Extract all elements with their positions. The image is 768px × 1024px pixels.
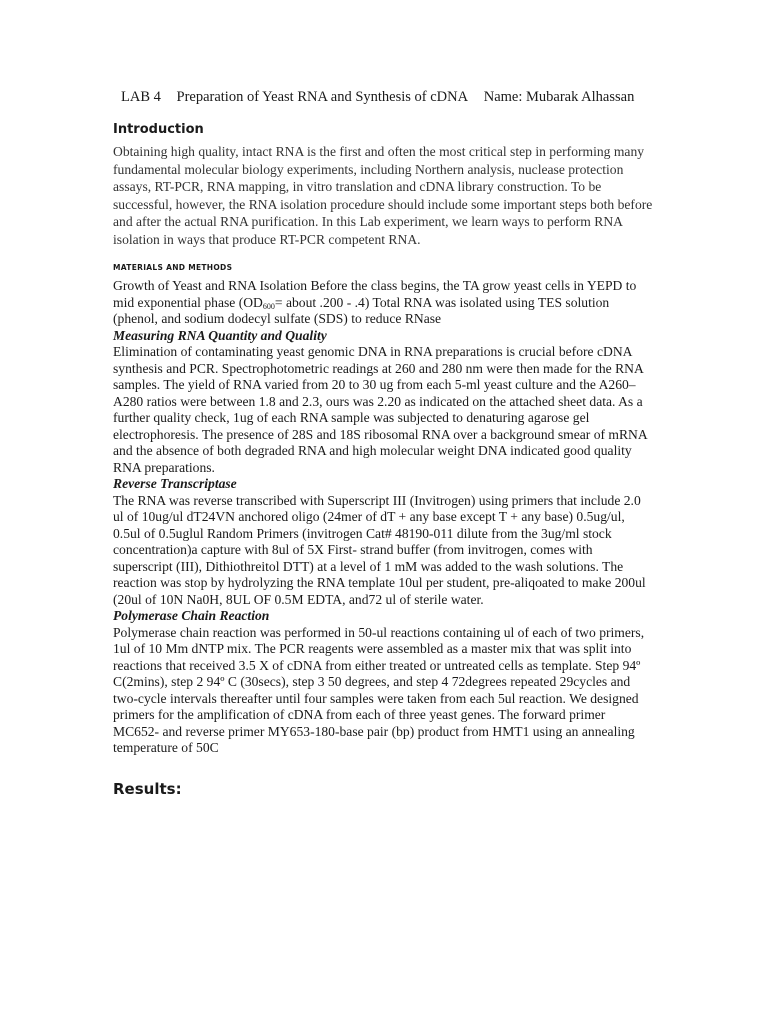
introduction-heading: Introduction [113, 122, 204, 137]
results-heading: Results: [113, 779, 182, 798]
materials-methods-heading: MATERIALS AND METHODS [113, 263, 233, 272]
document-page [113, 88, 653, 799]
od-subscript: 600 [262, 301, 275, 311]
measuring-heading: Measuring RNA Quantity and Quality [113, 327, 327, 343]
document-header [121, 88, 653, 106]
lab-title: Preparation of Yeast RNA and Synthesis of cDNA [176, 89, 469, 105]
materials-text-after: = about .200 - .4) Total RNA was isolated using TES solution (phenol, and sodium dodecyl sulfate (SDS) to reduce RNase [113, 294, 610, 326]
introduction-paragraph: Obtaining high quality, intact RNA is the first and often the most critical step in performing many fundamental molecular biology experiments, including Northern analysis, nuclease protection assays, RT-PCR, RNA mapping, in vitro translation and cDNA library construction. To be successful, however, the RNA isolation procedure should include some important steps both before and after the actual RNA purification. In this Lab experiment, we learn ways to perform RNA isolation in ways that produce RT-PCR competent RNA. [113, 144, 653, 247]
materials-paragraph [113, 278, 653, 328]
pcr-heading: Polymerase Chain Reaction [113, 608, 270, 623]
reverse-transcriptase-paragraph: The RNA was reverse transcribed with Superscript III (Invitrogen) using primers that include 2.0 ul of 10ug/ul dT24VN anchored oligo (24mer of dT + any base except T + any base) 0.5ug/ul, 0.5ul of 0.5uglul Random Primers (invitrogen Cat# 48190-011 dilute from the 3ug/ml stock concentration)a capture with 8ul of 5X First- strand buffer (from invitrogen, comes with superscript (III), Dithiothreitol DTT) at a level of 1 mM was added to the wash solutions. The reaction was stop by hydrolyzing the RNA template 10ul per student, pre-aliqoated to make 200ul (20ul of 10N Na0H, 8UL OF 0.5M EDTA, and72 ul of sterile water. [113, 492, 646, 607]
pcr-paragraph: Polymerase chain reaction was performed in 50-ul reactions containing ul of each of two primers, 1ul of 10 Mm dNTP mix. The PCR reagents were assembled as a master mix that was split into reactions that received 3.5 X of cDNA from either treated or untreated cells as template. Step 94º C(2mins), step 2 94º C (30secs), step 3 50 degrees, and step 4 72degrees repeated 29cycles and two-cycle intervals thereafter until four samples were taken from each 5ul reaction. We designed primers for the amplification of cDNA from each of three yeast genes. The forward primer MC652- and reverse primer MY653-180-base pair (bp) product from HMT1 using an annealing temperature of 50C [113, 624, 645, 755]
author-name: Name: Mubarak Alhassan [483, 89, 635, 105]
reverse-transcriptase-heading: Reverse Transcriptase [113, 476, 237, 491]
materials-text-before: Growth of Yeast and RNA Isolation Before the class begins, the TA grow yeast cells in YEPD to mid exponential phase (OD [113, 278, 637, 310]
measuring-paragraph: Elimination of contaminating yeast genomic DNA in RNA preparations is crucial before cDNA synthesis and PCR. Spectrophotometric readings at 260 and 280 nm were then made for the RNA samples. The yield of RNA varied from 20 to 30 ug from each 5-ml yeast culture and the A260–A280 ratios were between 1.8 and 2.3, ours was 2.20 as indicated on the attached sheet data. As a further quality check, 1ug of each RNA sample was subjected to denaturing agarose gel electrophoresis. The presence of 28S and 18S ribosomal RNA over a background smear of mRNA and the absence of both degraded RNA and high molecular weight DNA indicated good quality RNA preparations. [113, 344, 647, 475]
lab-number: LAB 4 [121, 89, 161, 105]
